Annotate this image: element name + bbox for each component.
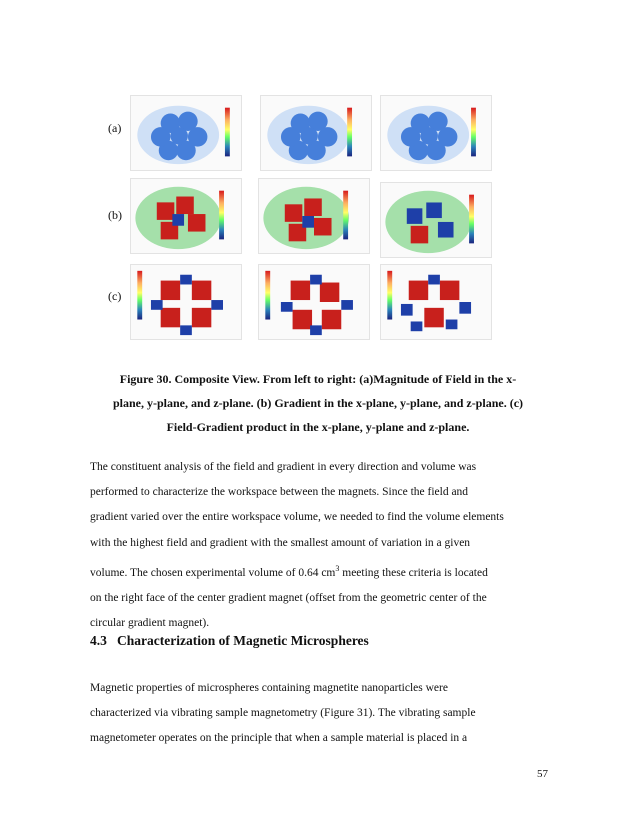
figure-panel-b-z	[380, 182, 492, 258]
section-heading: 4.3 Characterization of Magnetic Microspheres	[90, 633, 369, 648]
text-line: Magnetic properties of microspheres containing magnetite nanoparticles were	[90, 682, 448, 694]
text-line: with the highest field and gradient with the smallest amount of variation in a given	[90, 536, 471, 549]
figure-panel-c-y	[258, 264, 370, 340]
text-line: characterized via vibrating sample magnetometry (Figure 31). The vibrating sample	[90, 707, 476, 720]
row-label-b: (b)	[108, 208, 122, 222]
text-span: volume. The chosen experimental volume of 0.64 cm	[90, 566, 336, 579]
caption-line: Field-Gradient product in the x-plane, y-plane and z-plane.	[166, 420, 470, 434]
paragraph-magnetic-properties	[90, 676, 550, 752]
figure-panel-b-x	[130, 178, 242, 254]
figure-panel-c-x	[130, 264, 242, 340]
text-line: performed to characterize the workspace between the magnets. Since the field and	[90, 486, 469, 499]
caption-line: plane, y-plane, and z-plane. (b) Gradient in the x-plane, y-plane, and z-plane. (c)	[112, 396, 524, 410]
figure-panel-b-y	[258, 178, 370, 254]
figure-panel-a-z	[380, 95, 492, 171]
figure-panel-a-y	[260, 95, 372, 171]
paragraph-constituent-analysis	[90, 455, 550, 636]
text-span: meeting these criteria is located	[339, 566, 488, 579]
text-line: circular gradient magnet).	[90, 617, 210, 630]
text-line: on the right face of the center gradient magnet (offset from the geometric center of the	[90, 591, 487, 604]
text-line	[90, 556, 550, 586]
row-label-c: (c)	[108, 289, 122, 303]
page-number: 57	[537, 768, 548, 780]
row-label-a: (a)	[108, 121, 122, 135]
figure-panel-c-z	[380, 264, 492, 340]
figure-panel-a-x	[130, 95, 242, 171]
text-line: The constituent analysis of the field and gradient in every direction and volume was	[90, 461, 477, 473]
superscript: 3	[335, 563, 340, 573]
figure-caption	[90, 367, 546, 439]
text-line: magnetometer operates on the principle that when a sample material is placed in a	[90, 732, 468, 745]
text-line: gradient varied over the entire workspace volume, we needed to find the volume elements	[90, 511, 504, 524]
caption-line: Figure 30. Composite View. From left to right: (a)Magnitude of Field in the x-	[119, 372, 517, 386]
